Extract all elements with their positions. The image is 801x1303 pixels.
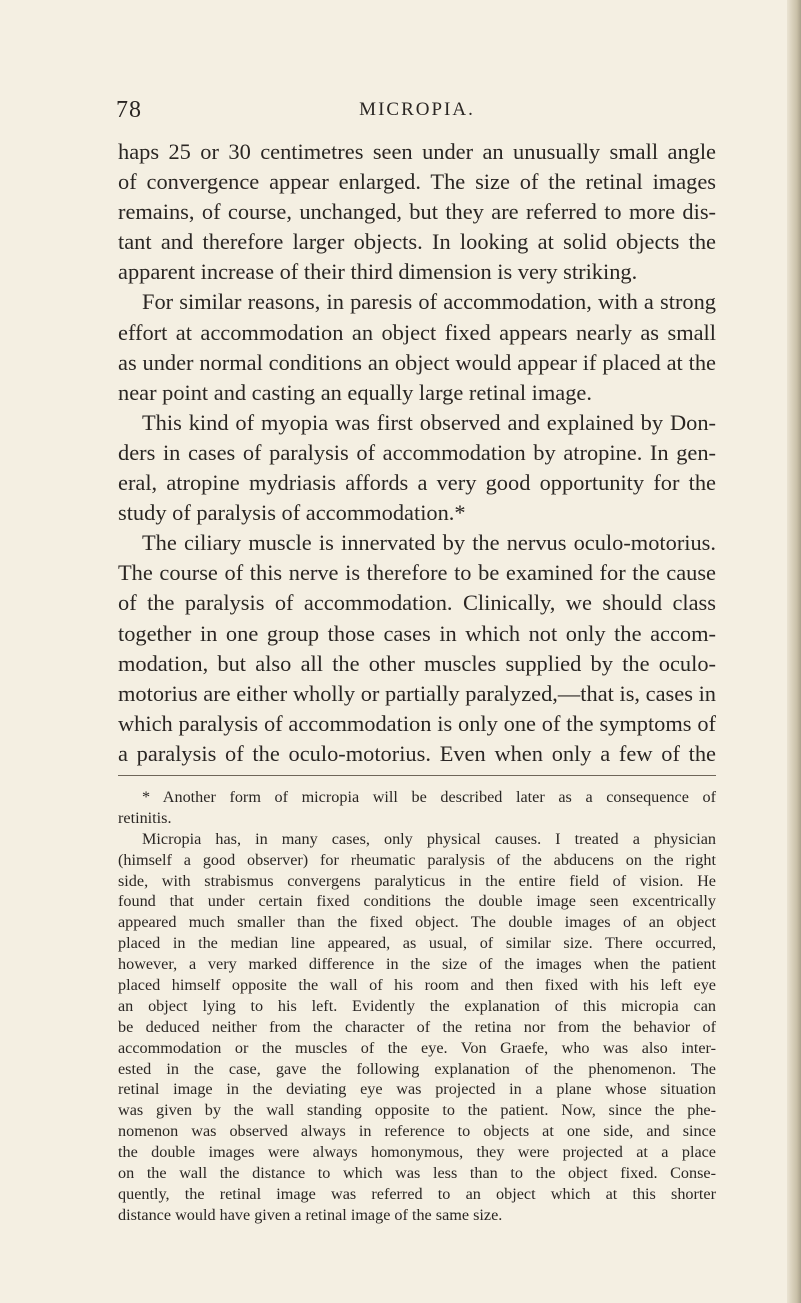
body-line: The ciliary muscle is innervated by the nervus oculo-motorius. bbox=[142, 530, 716, 556]
footnote-line: on the wall the distance to which was less than to the object fixed. Conse- bbox=[118, 1164, 716, 1183]
body-line: modation, but also all the other muscles supplied by the oculo- bbox=[118, 650, 716, 676]
footnote-line: an object lying to his left. Evidently the explanation of this micropia can bbox=[118, 996, 716, 1015]
footnote-line: quently, the retinal image was referred to an object which at this shorter bbox=[118, 1184, 716, 1203]
body-line: ders in cases of paralysis of accommodation by atropine. In gen- bbox=[118, 439, 716, 465]
body-line: For similar reasons, in paresis of accommodation, with a strong bbox=[142, 289, 716, 315]
footnote-line: retinal image in the deviating eye was projected in a plane whose situation bbox=[118, 1080, 716, 1099]
footnote-divider bbox=[118, 775, 716, 776]
body-line: motorius are either wholly or partially paralyzed,—that is, cases in bbox=[118, 680, 716, 706]
footnote-line: the double images were always homonymous, they were projected at a place bbox=[118, 1143, 716, 1162]
footnotes bbox=[118, 787, 716, 1226]
body-line: of the paralysis of accommodation. Clinically, we should class bbox=[118, 590, 716, 616]
body-line: near point and casting an equally large retinal image. bbox=[118, 379, 592, 405]
page-header bbox=[116, 95, 718, 125]
footnote-line: side, with strabismus convergens paralyticus in the entire field of vision. He bbox=[118, 871, 716, 890]
body-line: eral, atropine mydriasis affords a very good opportunity for the bbox=[118, 470, 716, 496]
running-head: MICROPIA. bbox=[359, 99, 475, 120]
footnote-line: however, a very marked difference in the size of the images when the patient bbox=[118, 955, 716, 974]
body-line: study of paralysis of accommodation.* bbox=[118, 500, 466, 526]
footnote-line: accommodation or the muscles of the eye. Von Graefe, who was also inter- bbox=[118, 1038, 716, 1057]
footnote-line: found that under certain fixed conditions the double image seen excentrically bbox=[118, 892, 716, 911]
footnote-line: nomenon was observed always in reference to objects at one side, and since bbox=[118, 1122, 716, 1141]
footnote-line: ested in the case, gave the following explanation of the phenomenon. The bbox=[118, 1059, 716, 1078]
body-line: effort at accommodation an object fixed appears nearly as small bbox=[118, 319, 716, 345]
body-line: haps 25 or 30 centimetres seen under an unusually small angle bbox=[118, 139, 716, 164]
body-line: The course of this nerve is therefore to be examined for the cause bbox=[118, 560, 716, 586]
page-edge-shadow bbox=[787, 0, 801, 1303]
body-line: a paralysis of the oculo-motorius. Even when only a few of the bbox=[118, 740, 716, 766]
body-line: of convergence appear enlarged. The size of the retinal images bbox=[118, 169, 716, 195]
footnote-line: * Another form of micropia will be described later as a consequence of bbox=[142, 788, 716, 806]
footnote-line: was given by the wall standing opposite to the patient. Now, since the phe- bbox=[118, 1101, 716, 1120]
body-line: as under normal conditions an object would appear if placed at the bbox=[118, 349, 716, 375]
body-line: together in one group those cases in which not only the accom- bbox=[118, 620, 716, 646]
body-line: apparent increase of their third dimension is very striking. bbox=[118, 259, 638, 285]
footnote-line: appeared much smaller than the fixed object. The double images of an object bbox=[118, 913, 716, 932]
footnote-line: placed in the median line appeared, as usual, of similar size. There occurred, bbox=[118, 934, 716, 953]
body-line: which paralysis of accommodation is only one of the symptoms of bbox=[118, 710, 716, 736]
footnote-line: (himself a good observer) for rheumatic paralysis of the abducens on the right bbox=[118, 850, 716, 869]
body-text bbox=[118, 137, 716, 769]
footnote-line: distance would have given a retinal image of the same size. bbox=[118, 1205, 503, 1224]
body-line: remains, of course, unchanged, but they are referred to more dis- bbox=[118, 199, 716, 225]
body-line: tant and therefore larger objects. In looking at solid objects the bbox=[118, 229, 716, 255]
footnote-line: Micropia has, in many cases, only physical causes. I treated a physician bbox=[142, 829, 716, 848]
body-line: This kind of myopia was first observed and explained by Don- bbox=[142, 409, 716, 435]
footnote-line: be deduced neither from the character of the retina nor from the behavior of bbox=[118, 1017, 716, 1036]
page-number: 78 bbox=[116, 97, 142, 123]
footnote-line: placed himself opposite the wall of his room and then fixed with his left eye bbox=[118, 976, 716, 995]
footnote-line: retinitis. bbox=[118, 808, 172, 827]
